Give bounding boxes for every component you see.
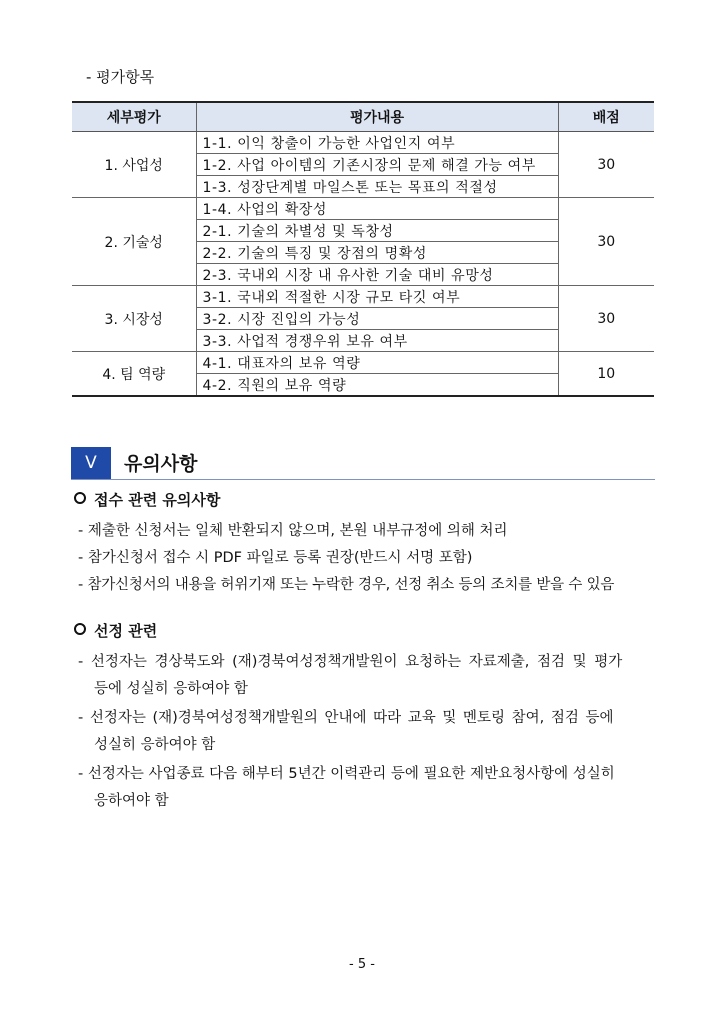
criteria-cell: 2-3. 국내외 시장 내 유사한 기술 대비 유망성 — [196, 264, 558, 286]
table-subheading: - 평가항목 — [86, 68, 155, 86]
category-cell: 2. 기술성 — [72, 198, 196, 286]
criteria-cell: 3-1. 국내외 적절한 시장 규모 타깃 여부 — [196, 286, 558, 308]
circle-bullet-icon — [74, 492, 86, 504]
list-item: - 선정자는 사업종료 다음 해부터 5년간 이력관리 등에 필요한 제반요청사항에 성실히 — [78, 766, 615, 782]
table-row — [72, 352, 654, 374]
list-item: - 참가신청서 접수 시 PDF 파일로 등록 권장(반드시 서명 포함) — [78, 550, 473, 566]
group-heading-text: 접수 관련 유의사항 — [94, 491, 221, 509]
column-header: 평가내용 — [196, 102, 558, 132]
criteria-cell: 3-3. 사업적 경쟁우위 보유 여부 — [196, 330, 558, 352]
category-cell: 3. 시장성 — [72, 286, 196, 352]
list-item: - 선정자는 (재)경북여성정책개발원의 안내에 따라 교육 및 멘토링 참여, 점검 등에 — [78, 710, 614, 726]
list-item-continuation: 성실히 응하여야 함 — [94, 737, 216, 753]
list-item: - 선정자는 경상북도와 (재)경북여성정책개발원이 요청하는 자료제출, 점검 및 평가 — [78, 654, 623, 670]
group-heading-text: 선정 관련 — [94, 622, 158, 640]
group-heading-receipt — [74, 489, 220, 510]
criteria-cell: 1-1. 이익 창출이 가능한 사업인지 여부 — [196, 132, 558, 154]
list-item-continuation: 응하여야 함 — [94, 793, 169, 809]
table-row — [72, 286, 654, 308]
score-cell: 30 — [558, 198, 654, 286]
score-cell: 30 — [558, 132, 654, 198]
score-cell: 30 — [558, 286, 654, 352]
circle-bullet-icon — [74, 623, 86, 635]
criteria-cell: 2-1. 기술의 차별성 및 독창성 — [196, 220, 558, 242]
group-heading-selection — [74, 620, 157, 641]
page-number: - 5 - — [349, 957, 375, 972]
list-item-continuation: 등에 성실히 응하여야 함 — [94, 681, 248, 697]
section-number-badge: V — [71, 447, 111, 479]
criteria-cell: 1-3. 성장단계별 마일스톤 또는 목표의 적절성 — [196, 176, 558, 198]
section-title: 유의사항 — [124, 453, 198, 475]
column-header: 배점 — [558, 102, 654, 132]
score-cell: 10 — [558, 352, 654, 397]
criteria-cell: 4-1. 대표자의 보유 역량 — [196, 352, 558, 374]
table-row — [72, 198, 654, 220]
criteria-cell: 1-2. 사업 아이템의 기존시장의 문제 해결 가능 여부 — [196, 154, 558, 176]
evaluation-table — [72, 101, 654, 397]
category-cell: 1. 사업성 — [72, 132, 196, 198]
table-row — [72, 132, 654, 154]
list-item: - 제출한 신청서는 일체 반환되지 않으며, 본원 내부규정에 의해 처리 — [78, 523, 508, 539]
category-cell: 4. 팀 역량 — [72, 352, 196, 397]
criteria-cell: 4-2. 직원의 보유 역량 — [196, 374, 558, 397]
list-item: - 참가신청서의 내용을 허위기재 또는 누락한 경우, 선정 취소 등의 조치를 받을 수 있음 — [78, 577, 615, 593]
section-divider — [71, 479, 655, 480]
column-header: 세부평가 — [72, 102, 196, 132]
criteria-cell: 3-2. 시장 진입의 가능성 — [196, 308, 558, 330]
criteria-cell: 2-2. 기술의 특징 및 장점의 명확성 — [196, 242, 558, 264]
criteria-cell: 1-4. 사업의 확장성 — [196, 198, 558, 220]
